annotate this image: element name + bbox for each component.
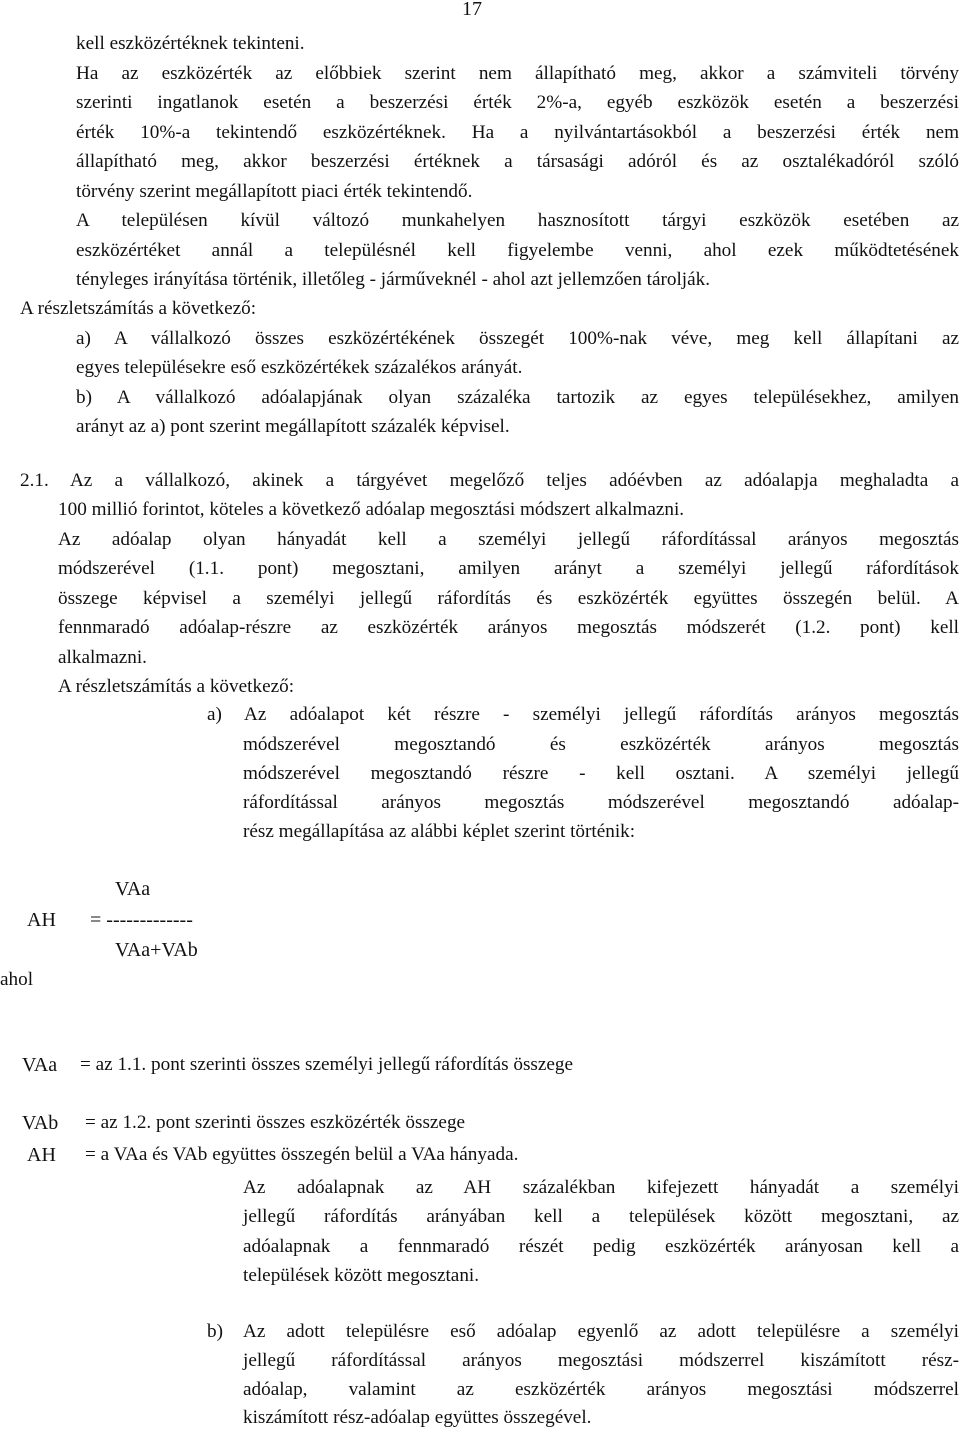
text-line: módszerével megosztandó és eszközérték arányos megosztás	[243, 734, 959, 755]
text-line: A településen kívül változó munkahelyen hasznosított tárgyi eszközök esetében az	[76, 210, 959, 231]
text-line: A részletszámítás a következő:	[58, 676, 295, 697]
text-line: Az adóalap olyan hányadát kell a személyi jellegű ráfordítással arányos megosztás	[58, 529, 959, 550]
formula-ah: AH	[27, 909, 56, 931]
text-line: módszerével megosztandó részre - kell osztani. A személyi jellegű	[243, 763, 959, 784]
text-line: települések között megosztani.	[243, 1265, 480, 1286]
text-line: érték 10%-a tekintendő eszközértéknek. Ha a nyilvántartásokból a beszerzési érték nem	[76, 122, 959, 143]
text-line: a) A vállalkozó összes eszközértékének összegét 100%-nak véve, meg kell állapítani az	[76, 328, 959, 349]
text-line: kiszámított rész-adóalap együttes összegével.	[243, 1407, 592, 1428]
text-line: szerinti ingatlanok esetén a beszerzési érték 2%-a, egyéb eszközök esetén a beszerzési	[76, 92, 959, 113]
page-number: 17	[462, 0, 482, 20]
definition-symbol: VAb	[22, 1112, 59, 1134]
text-line: b) Az adott településre eső adóalap egyenlő az adott településre a személyi	[207, 1321, 959, 1342]
text-line: eszközértéket annál a településnél kell figyelembe venni, ahol ezek működtetésének	[76, 240, 959, 261]
text-line: ráfordítással arányos megosztás módszerével megosztandó adóalap-	[243, 792, 959, 813]
text-line: 2.1. Az a vállalkozó, akinek a tárgyévet megelőző teljes adóévben az adóalapja meghaladta a	[20, 470, 959, 491]
formula-numerator: VAa	[115, 878, 151, 900]
text-line: adóalapnak a fennmaradó részét pedig eszközérték arányosan kell a	[243, 1236, 959, 1257]
text-line: tényleges irányítása történik, illetőleg - járműveknél - ahol azt jellemzően tárolják.	[76, 269, 711, 290]
text-line: jellegű ráfordítással arányos megosztási módszerrel kiszámított rész-	[243, 1350, 959, 1371]
definition-text: = az 1.2. pont szerinti összes eszközérték összege	[85, 1112, 466, 1133]
text-line: Ha az eszközérték az előbbiek szerint nem állapítható meg, akkor a számviteli törvény	[76, 63, 959, 84]
text-line: jellegű ráfordítás arányában kell a települések között megosztani, az	[243, 1206, 959, 1227]
text-line: fennmaradó adóalap-részre az eszközérték arányos megosztás módszerét (1.2. pont) kell	[58, 617, 959, 638]
text-line: Az adóalapnak az AH százalékban kifejezett hányadát a személyi	[243, 1177, 959, 1198]
text-line: törvény szerint megállapított piaci érték tekintendő.	[76, 181, 473, 202]
text-line: alkalmazni.	[58, 647, 147, 668]
text-line: egyes településekre eső eszközértékek százalékos arányát.	[76, 357, 523, 378]
definition-text: = a VAa és VAb együttes összegén belül a VAa hányada.	[85, 1144, 519, 1165]
text-line: adóalap, valamint az eszközérték arányos megosztási módszerrel	[243, 1379, 959, 1400]
text-line: kell eszközértéknek tekinteni.	[76, 33, 305, 54]
text-line: állapítható meg, akkor beszerzési értéknek a társasági adóról és az osztalékadóról szóló	[76, 151, 959, 172]
text-line: rész megállapítása az alábbi képlet szerint történik:	[243, 821, 636, 842]
text-line: b) A vállalkozó adóalapjának olyan százaléka tartozik az egyes településekhez, amilyen	[76, 387, 959, 408]
text-line: összege képvisel a személyi jellegű ráfordítás és eszközérték együttes összegén belül. A	[58, 588, 959, 609]
formula-denominator: VAa+VAb	[115, 939, 198, 961]
text-line: 100 millió forintot, köteles a következő adóalap megosztási módszert alkalmazni.	[58, 499, 685, 520]
definition-symbol: VAa	[22, 1054, 58, 1076]
definition-text: = az 1.1. pont szerinti összes személyi jellegű ráfordítás összege	[80, 1054, 574, 1075]
text-line: arányt az a) pont szerint megállapított százalék képvisel.	[76, 416, 510, 437]
formula-fraction-line: = -------------	[90, 909, 193, 931]
text-line: A részletszámítás a következő:	[20, 298, 257, 319]
definition-symbol: AH	[27, 1144, 56, 1166]
text-line: ahol	[0, 969, 34, 990]
text-line: a) Az adóalapot két részre - személyi jellegű ráfordítás arányos megosztás	[207, 704, 959, 725]
text-line: módszerével (1.1. pont) megosztani, amilyen arányt a személyi jellegű ráfordítások	[58, 558, 959, 579]
